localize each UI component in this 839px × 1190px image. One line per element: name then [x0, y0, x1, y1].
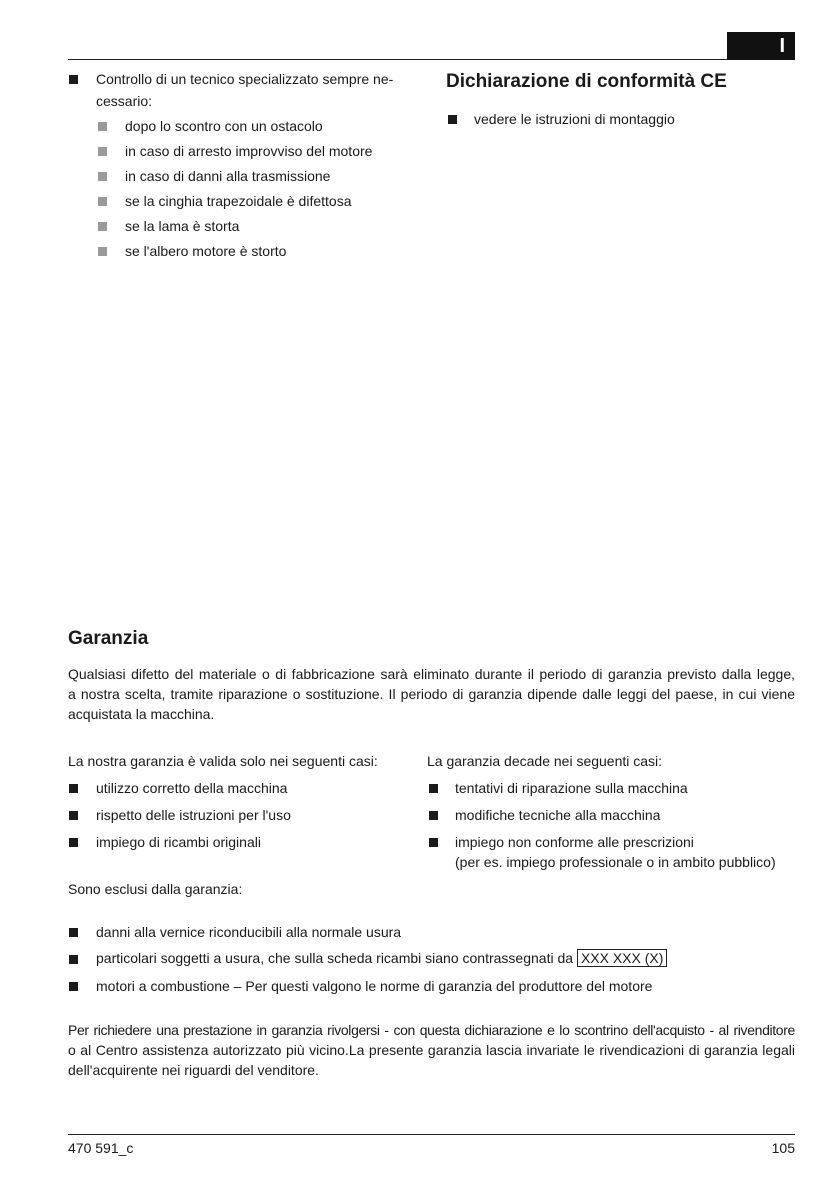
bullet-icon [429, 838, 438, 847]
sub-bullet-icon [98, 147, 107, 156]
header-rule [68, 59, 795, 60]
warranty-closing [68, 1020, 795, 1080]
void-item: modifiche tecniche alla macchina [455, 807, 661, 823]
void-item: tentativi di riparazione sulla macchina [455, 780, 688, 796]
warranty-closing-line: dell'acquirente nei riguardi del venditore. [68, 1062, 319, 1078]
bullet-icon [429, 811, 438, 820]
maintenance-sub-item: se la lama è storta [125, 218, 240, 234]
bullet-icon [69, 838, 78, 847]
valid-heading: La nostra garanzia è valida solo nei seguenti casi: [68, 753, 378, 769]
wear-code-box: XXX XXX (X) [577, 949, 667, 967]
warranty-intro [68, 664, 795, 724]
void-item: impiego non conforme alle prescrizioni [455, 834, 694, 850]
void-heading: La garanzia decade nei seguenti casi: [427, 753, 663, 769]
maintenance-sub-item: se l'albero motore è storto [125, 243, 287, 259]
sub-bullet-icon [98, 172, 107, 181]
maintenance-main-item: Controllo di un tecnico specializzato sempre ne- [96, 71, 394, 87]
warranty-closing-line: Per richiedere una prestazione in garanzia rivolgersi - con questa dichiarazione e lo scontrino dell'acquisto - al rivenditore [68, 1022, 795, 1038]
footer-rule [68, 1134, 795, 1135]
page-number: 105 [771, 1140, 795, 1156]
bullet-icon [69, 811, 78, 820]
excluded-heading: Sono esclusi dalla garanzia: [68, 881, 243, 897]
sub-bullet-icon [98, 197, 107, 206]
sub-bullet-icon [98, 222, 107, 231]
warranty-intro-line: a nostra scelta, tramite riparazione o sostituzione. Il periodo di garanzia dipende dalle leggi del paese, in cui viene [68, 686, 795, 702]
warranty-intro-line: acquistata la macchina. [68, 706, 215, 722]
bullet-icon [448, 115, 457, 124]
warranty-intro-line: Qualsiasi difetto del materiale o di fabbricazione sarà eliminato durante il periodo di garanzia previsto dalla legge, [68, 666, 795, 682]
valid-item: rispetto delle istruzioni per l'uso [96, 807, 291, 823]
bullet-icon [429, 784, 438, 793]
ce-item: vedere le istruzioni di montaggio [474, 111, 675, 127]
maintenance-sub-item: se la cinghia trapezoidale è difettosa [125, 193, 352, 209]
bullet-icon [69, 75, 78, 84]
doc-code: 470 591_c [68, 1140, 134, 1156]
valid-item: utilizzo corretto della macchina [96, 780, 288, 796]
bullet-icon [69, 955, 78, 964]
maintenance-main-item-cont: cessario: [96, 93, 153, 109]
maintenance-sub-item: dopo lo scontro con un ostacolo [125, 118, 323, 134]
bullet-icon [69, 784, 78, 793]
excluded-item [96, 948, 667, 968]
warranty-closing-line: o al Centro assistenza autorizzato più vicino.La presente garanzia lascia invariate le rivendicazioni di garanzia legali [68, 1042, 795, 1058]
bullet-icon [69, 928, 78, 937]
excluded-item-text: particolari soggetti a usura, che sulla scheda ricambi siano contrassegnati da [96, 950, 574, 966]
maintenance-sub-item: in caso di danni alla trasmissione [125, 168, 331, 184]
void-item-cont: (per es. impiego professionale o in ambito pubblico) [455, 854, 776, 870]
excluded-item: danni alla vernice riconducibili alla normale usura [96, 924, 402, 940]
sub-bullet-icon [98, 247, 107, 256]
language-tab: I [727, 32, 795, 60]
maintenance-sub-item: in caso di arresto improvviso del motore [125, 143, 373, 159]
excluded-item: motori a combustione – Per questi valgono le norme di garanzia del produttore del motore [96, 978, 653, 994]
ce-title: Dichiarazione di conformità CE [446, 71, 727, 92]
warranty-title: Garanzia [68, 628, 149, 649]
sub-bullet-icon [98, 122, 107, 131]
bullet-icon [69, 982, 78, 991]
valid-item: impiego di ricambi originali [96, 834, 261, 850]
